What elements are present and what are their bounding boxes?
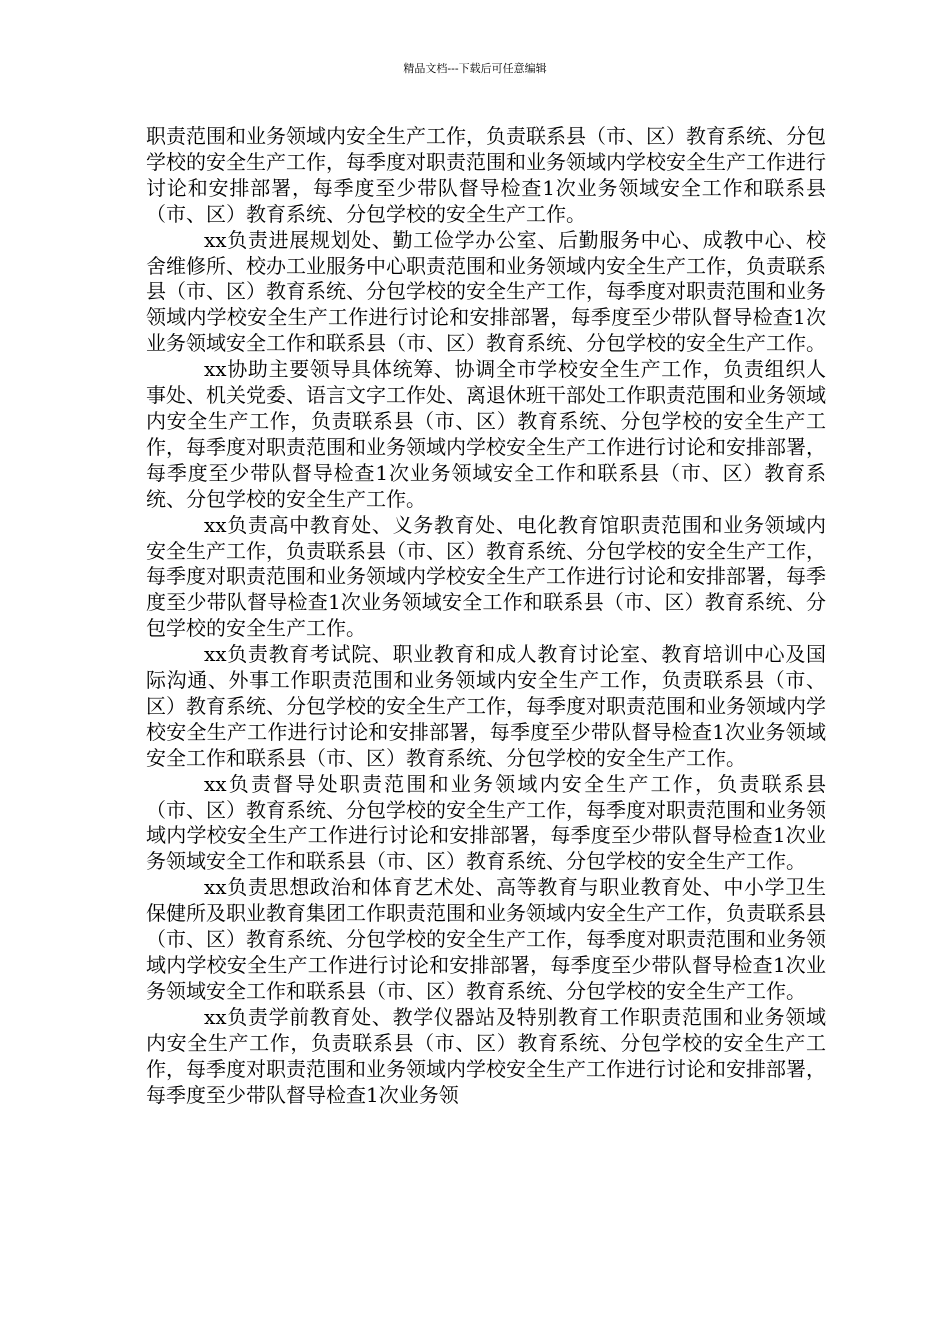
- paragraph-7: xx负责思想政治和体育艺术处、高等教育与职业教育处、中小学卫生保健所及职业教育集团工作职责范围和业务领域内安全生产工作，负责联系县（市、区）教育系统、分包学校的安全生产工作，每季度对职责范围和业务领域内学校安全生产工作进行讨论和安排部署，每季度至少带队督导检查1次业务领域安全工作和联系县（市、区）教育系统、分包学校的安全生产工作。: [146, 875, 826, 1003]
- paragraph-8: xx负责学前教育处、教学仪器站及特别教育工作职责范围和业务领域内安全生产工作，负责联系县（市、区）教育系统、分包学校的安全生产工作，每季度对职责范围和业务领域内学校安全生产工作进行讨论和安排部署，每季度至少带队督导检查1次业务领: [146, 1004, 826, 1107]
- document-body: [146, 124, 826, 1108]
- paragraph-4: xx负责高中教育处、义务教育处、电化教育馆职责范围和业务领域内安全生产工作，负责联系县（市、区）教育系统、分包学校的安全生产工作，每季度对职责范围和业务领域内学校安全生产工作进行讨论和安排部署，每季度至少带队督导检查1次业务领域安全工作和联系县（市、区）教育系统、分包学校的安全生产工作。: [146, 512, 826, 641]
- page-header: 精品文档---下载后可任意编辑: [403, 62, 547, 75]
- paragraph-3: xx协助主要领导具体统筹、协调全市学校安全生产工作，负责组织人事处、机关党委、语言文字工作处、离退休班干部处工作职责范围和业务领域内安全生产工作，负责联系县（市、区）教育系统、分包学校的安全生产工作，每季度对职责范围和业务领域内学校安全生产工作进行讨论和安排部署，每季度至少带队督导检查1次业务领域安全工作和联系县（市、区）教育系统、分包学校的安全生产工作。: [146, 357, 826, 511]
- paragraph-1: 职责范围和业务领域内安全生产工作，负责联系县（市、区）教育系统、分包学校的安全生产工作，每季度对职责范围和业务领域内学校安全生产工作进行讨论和安排部署，每季度至少带队督导检查1次业务领域安全工作和联系县（市、区）教育系统、分包学校的安全生产工作。: [146, 124, 826, 226]
- paragraph-5: xx负责教育考试院、职业教育和成人教育讨论室、教育培训中心及国际沟通、外事工作职责范围和业务领域内安全生产工作，负责联系县（市、区）教育系统、分包学校的安全生产工作，每季度对职责范围和业务领域内学校安全生产工作进行讨论和安排部署，每季度至少带队督导检查1次业务领域安全工作和联系县（市、区）教育系统、分包学校的安全生产工作。: [146, 642, 826, 770]
- paragraph-6: xx负责督导处职责范围和业务领域内安全生产工作，负责联系县（市、区）教育系统、分包学校的安全生产工作，每季度对职责范围和业务领域内学校安全生产工作进行讨论和安排部署，每季度至少带队督导检查1次业务领域安全工作和联系县（市、区）教育系统、分包学校的安全生产工作。: [146, 771, 826, 874]
- paragraph-2: xx负责进展规划处、勤工俭学办公室、后勤服务中心、成教中心、校舍维修所、校办工业服务中心职责范围和业务领域内安全生产工作，负责联系县（市、区）教育系统、分包学校的安全生产工作，每季度对职责范围和业务领域内学校安全生产工作进行讨论和安排部署，每季度至少带队督导检查1次业务领域安全工作和联系县（市、区）教育系统、分包学校的安全生产工作。: [146, 227, 826, 356]
